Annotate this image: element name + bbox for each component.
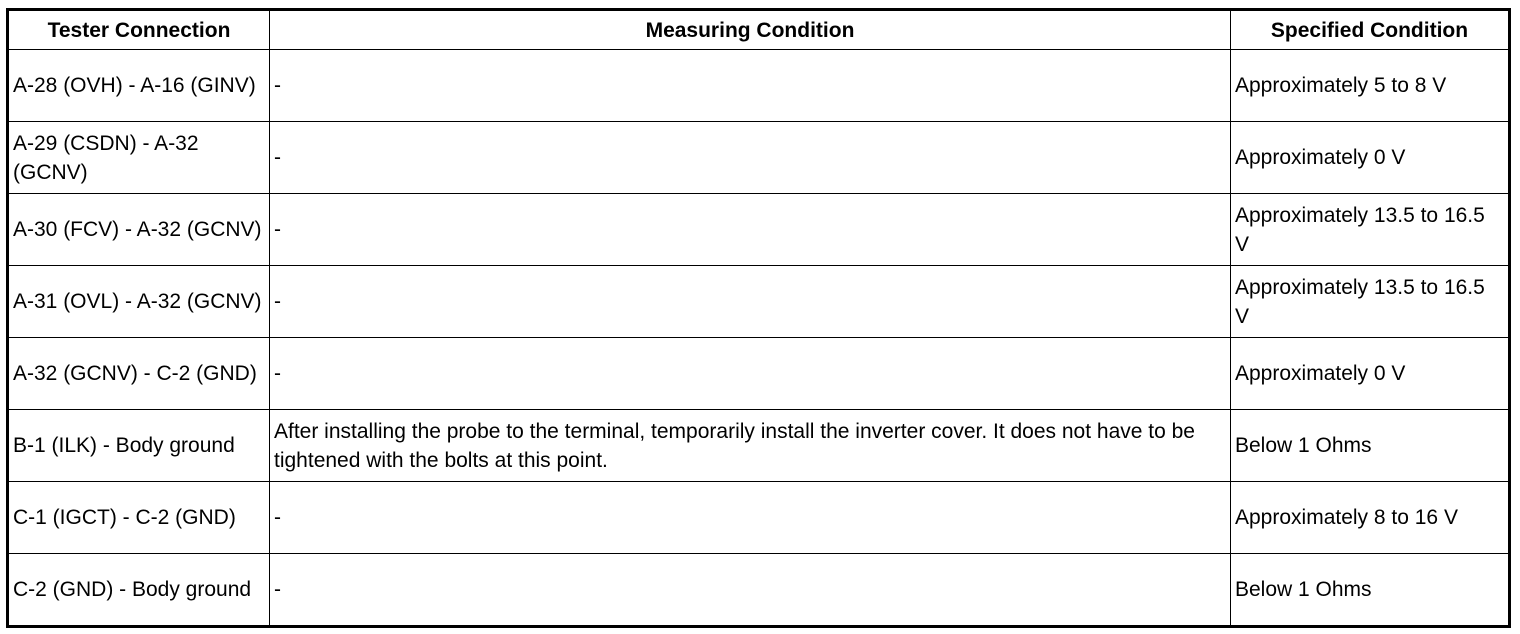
- table-row: [8, 266, 1510, 338]
- cell-tester-connection: A-29 (CSDN) - A-32 (GCNV): [8, 122, 270, 194]
- cell-specified-condition: Approximately 0 V: [1231, 122, 1510, 194]
- cell-tester-connection: A-32 (GCNV) - C-2 (GND): [8, 338, 270, 410]
- table-row: [8, 122, 1510, 194]
- cell-tester-connection: A-28 (OVH) - A-16 (GINV): [8, 50, 270, 122]
- cell-specified-condition: Approximately 8 to 16 V: [1231, 482, 1510, 554]
- cell-measuring-condition: -: [270, 482, 1231, 554]
- cell-specified-condition: Approximately 13.5 to 16.5 V: [1231, 266, 1510, 338]
- cell-measuring-condition: -: [270, 122, 1231, 194]
- cell-specified-condition: Approximately 0 V: [1231, 338, 1510, 410]
- table-row: [8, 50, 1510, 122]
- cell-tester-connection: C-1 (IGCT) - C-2 (GND): [8, 482, 270, 554]
- cell-tester-connection: B-1 (ILK) - Body ground: [8, 410, 270, 482]
- table-row: [8, 482, 1510, 554]
- header-specified-condition: Specified Condition: [1231, 10, 1510, 50]
- cell-specified-condition: Below 1 Ohms: [1231, 554, 1510, 627]
- spec-table: [6, 8, 1511, 628]
- cell-measuring-condition: After installing the probe to the terminal, temporarily install the inverter cover. It does not have to be tightened with the bolts at this point.: [270, 410, 1231, 482]
- header-measuring-condition: Measuring Condition: [270, 10, 1231, 50]
- table-body: [8, 50, 1510, 627]
- header-row: [8, 10, 1510, 50]
- cell-specified-condition: Below 1 Ohms: [1231, 410, 1510, 482]
- table-row: [8, 554, 1510, 627]
- cell-tester-connection: C-2 (GND) - Body ground: [8, 554, 270, 627]
- header-tester-connection: Tester Connection: [8, 10, 270, 50]
- cell-tester-connection: A-30 (FCV) - A-32 (GCNV): [8, 194, 270, 266]
- cell-specified-condition: Approximately 13.5 to 16.5 V: [1231, 194, 1510, 266]
- cell-specified-condition: Approximately 5 to 8 V: [1231, 50, 1510, 122]
- cell-measuring-condition: -: [270, 50, 1231, 122]
- cell-measuring-condition: -: [270, 194, 1231, 266]
- cell-measuring-condition: -: [270, 266, 1231, 338]
- table-row: [8, 338, 1510, 410]
- table-row: [8, 194, 1510, 266]
- table-row: [8, 410, 1510, 482]
- cell-measuring-condition: -: [270, 554, 1231, 627]
- cell-measuring-condition: -: [270, 338, 1231, 410]
- table-header: [8, 10, 1510, 50]
- cell-tester-connection: A-31 (OVL) - A-32 (GCNV): [8, 266, 270, 338]
